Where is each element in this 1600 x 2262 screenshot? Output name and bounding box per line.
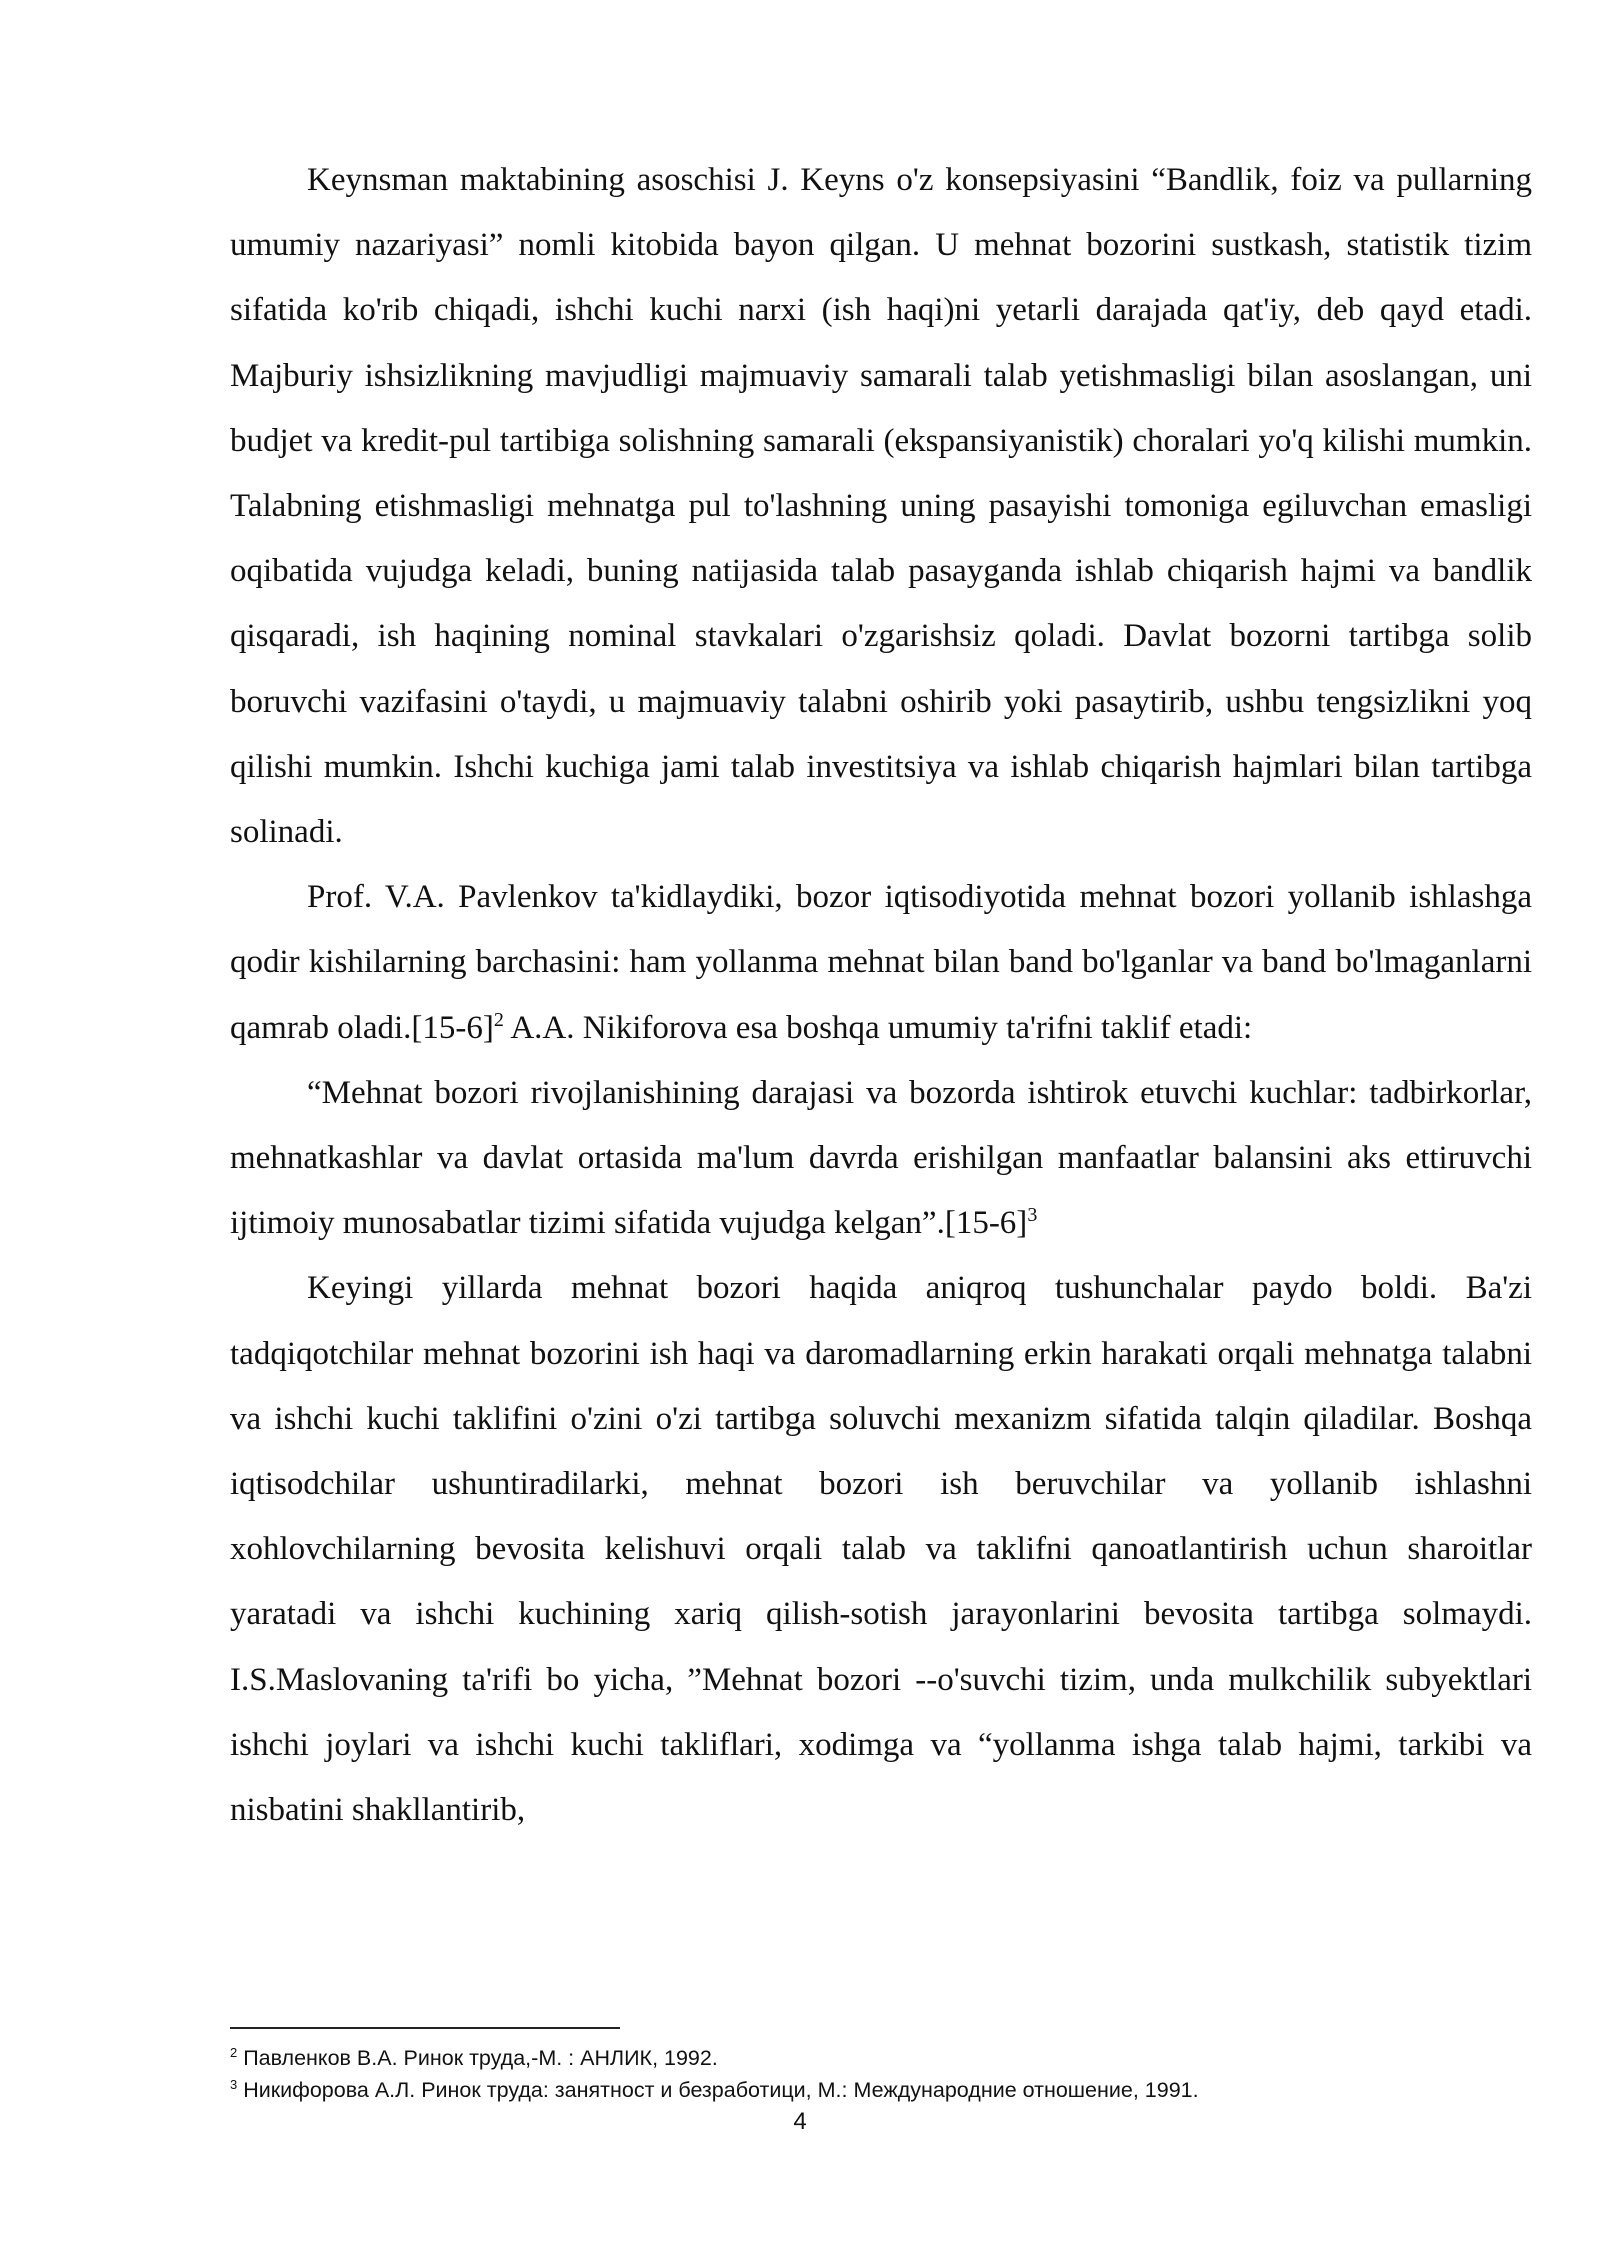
- page-number: 4: [793, 2108, 807, 2135]
- footnote: [230, 2074, 1532, 2106]
- footnote-reference[interactable]: 2: [493, 1008, 504, 1031]
- paragraph-keynes: [230, 148, 1532, 865]
- paragraph-text: Keyingi yillarda mehnat bozori haqida aniqroq tushunchalar paydo boldi. Ba'zi tadqiqotchilar mehnat bozorini ish haqi va daromadlarning erkin harakati orqali mehnatga talabni va ishchi kuchi taklifini o'zini o'zi tartibga soluvchi mexanizm sifatida talqin qiladilar. Boshqa iqtisodchilar ushuntiradilarki, mehnat bozori ish beruvchilar va yollanib ishlashni xohlovchilarning bevosita kelishuvi orqali talab va taklifni qanoatlantirish uchun sharoitlar yaratadi va ishchi kuchining xariq qilish-sotish jarayonlarini bevosita tartibga solmaydi. I.S.Maslovaning ta'rifi bo yicha, ”Mehnat bozori --o'suvchi tizim, unda mulkchilik subyektlari ishchi joylari va ishchi kuchi takliflari, xodimga va “yollanma ishga talab hajmi, tarkibi va nisbatini shakllantirib,: [230, 1270, 1532, 1829]
- paragraph-text: “Mehnat bozori rivojlanishining darajasi va bozorda ishtirok etuvchi kuchlar: tadbirkorlar, mehnatkashlar va davlat ortasida ma'lum davrda erishilgan manfaatlar balansini aks ettiruvchi ijtimoiy munosabatlar tizimi sifatida vujudga kelgan”.[15-6]: [230, 1074, 1532, 1242]
- footnote-reference[interactable]: 3: [1027, 1204, 1038, 1227]
- footnote-text: Павленков В.А. Ринок труда,-М. : АНЛИК, 1992.: [237, 2046, 718, 2070]
- paragraph-quote: [230, 1061, 1532, 1257]
- footnote-mark: 2: [230, 2044, 238, 2060]
- footnotes: [230, 2042, 1532, 2106]
- footnote: [230, 2042, 1532, 2074]
- body-text: [230, 148, 1532, 1843]
- footnote-separator: [230, 2027, 620, 2029]
- paragraph-recent-years: [230, 1256, 1532, 1843]
- footnote-text: Никифорова А.Л. Ринок труда: занятност и безработици, М.: Международние отношение, 1991.: [237, 2078, 1199, 2102]
- paragraph-text: Prof. V.A. Pavlenkov ta'kidlaydiki, bozor iqtisodiyotida mehnat bozori yollanib ishlashga qodir kishilarning barchasini: ham yollanma mehnat bilan band bo'lganlar va band bo'lmaganlarni qamrab oladi.[15-6]: [230, 879, 1532, 1046]
- paragraph-text: Keynsman maktabining asoschisi J. Keyns o'z konsepsiyasini “Bandlik, foiz va pullarning umumiy nazariyasi” nomli kitobida bayon qilgan. U mehnat bozorini sustkash, statistik tizim sifatida ko'rib chiqadi, ishchi kuchi narxi (ish haqi)ni yetarli darajada qat'iy, deb qayd etadi. Majburiy ishsizlikning mavjudligi majmuaviy samarali talab yetishmasligi bilan asoslangan, uni budjet va kredit-pul tartibiga solishning samarali (ekspansiyanistik) choralari yo'q kilishi mumkin. Talabning etishmasligi mehnatga pul to'lashning uning pasayishi tomoniga egiluvchan emasligi oqibatida vujudga keladi, buning natijasida talab pasayganda ishlab chiqarish hajmi va bandlik qisqaradi, ish haqining nominal stavkalari o'zgarishsiz qoladi. Davlat bozorni tartibga solib boruvchi vazifasini o'taydi, u majmuaviy talabni oshirib yoki pasaytirib, ushbu tengsizlikni yoq qilishi mumkin. Ishchi kuchiga jami talab investitsiya va ishlab chiqarish hajmlari bilan tartibga solinadi.: [230, 162, 1532, 851]
- paragraph-text: A.A. Nikiforova esa boshqa umumiy ta'rifni taklif etadi:: [503, 1009, 1253, 1046]
- footnote-mark: 3: [230, 2076, 238, 2092]
- paragraph-pavlenkov: [230, 865, 1532, 1061]
